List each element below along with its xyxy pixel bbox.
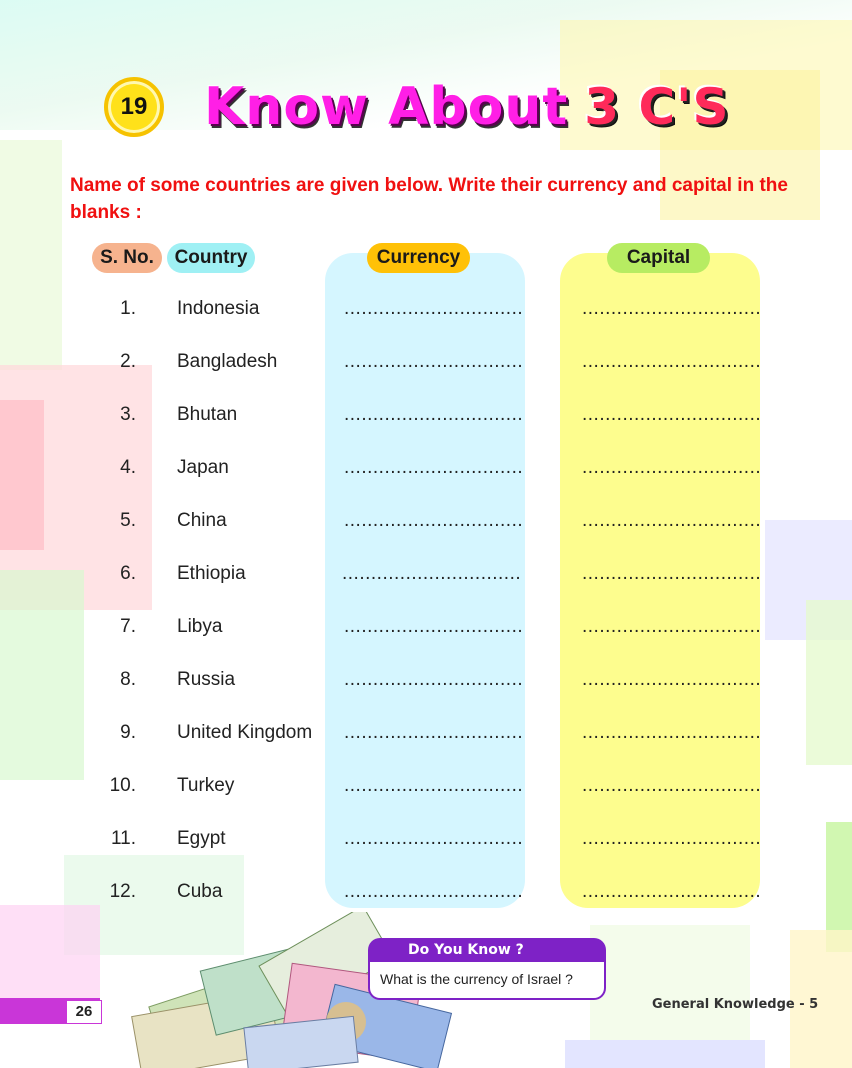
capital-blank[interactable]: ............................... [582,828,762,849]
capital-blank[interactable]: ............................... [582,457,762,478]
capital-blank[interactable]: ............................... [582,775,762,796]
instructions-text: Name of some countries are given below. Write their currency and capital in the blanks : [70,175,788,223]
row-number: 5. [120,510,136,531]
page-number: 26 [66,1000,102,1024]
chapter-title: Know About [204,77,569,137]
currency-blank[interactable]: ............................... [344,616,524,637]
country-name: Turkey [177,775,235,796]
country-name: Egypt [177,828,226,849]
sno-header: S. No. [92,243,162,273]
country-name: Russia [177,669,236,690]
table-row [0,404,852,434]
row-number: 10. [109,775,136,796]
country-name: Japan [177,457,229,478]
table-row [0,881,852,911]
row-number: 9. [120,722,136,743]
currency-header: Currency [367,243,470,273]
capital-blank[interactable]: ............................... [582,881,762,902]
page-number-tab [0,998,104,1024]
table-row [0,616,852,646]
decor-square [565,1040,765,1068]
row-number: 12. [109,881,136,902]
do-you-know-box [368,938,606,1002]
country-name: Ethiopia [177,563,246,584]
country-name: United Kingdom [177,722,313,743]
capital-blank[interactable]: ............................... [582,298,762,319]
table-row [0,298,852,328]
row-number: 6. [120,563,136,584]
do-you-know-question: What is the currency of Israel ? [368,962,606,1000]
currency-blank[interactable]: ............................... [344,457,524,478]
decor-square [0,140,62,370]
table-row [0,563,852,593]
table-row [0,457,852,487]
table-row [0,510,852,540]
row-number: 7. [120,616,136,637]
country-name: Libya [177,616,223,637]
country-name: Bhutan [177,404,238,425]
currency-blank[interactable]: ............................... [342,563,522,584]
do-you-know-heading: Do You Know ? [368,938,606,962]
currency-blank[interactable]: ............................... [344,881,524,902]
capital-header: Capital [607,243,710,273]
table-row [0,351,852,381]
capital-blank[interactable]: ............................... [582,510,762,531]
capital-blank[interactable]: ............................... [582,404,762,425]
chapter-title-tail: 3 C'S [584,78,730,136]
decor-square [0,905,100,1005]
currency-blank[interactable]: ............................... [344,828,524,849]
row-number: 2. [120,351,136,372]
currency-blank[interactable]: ............................... [344,510,524,531]
chapter-number-badge: 19 [104,77,164,137]
currency-blank[interactable]: ............................... [344,298,524,319]
country-name: China [177,510,227,531]
capital-blank[interactable]: ............................... [582,351,762,372]
capital-blank[interactable]: ............................... [582,616,762,637]
currency-blank[interactable]: ............................... [344,722,524,743]
row-number: 8. [120,669,136,690]
capital-blank[interactable]: ............................... [582,563,762,584]
country-name: Bangladesh [177,351,278,372]
row-number: 3. [120,404,136,425]
currency-blank[interactable]: ............................... [344,351,524,372]
book-title-footer: General Knowledge - 5 [652,997,819,1012]
chapter-title-row [104,74,729,140]
capital-blank[interactable]: ............................... [582,722,762,743]
table-row [0,722,852,752]
country-name: Indonesia [177,298,260,319]
row-number: 11. [110,828,136,849]
currency-blank[interactable]: ............................... [344,669,524,690]
table-row [0,669,852,699]
table-row [0,828,852,858]
currency-blank[interactable]: ............................... [344,404,524,425]
country-header: Country [167,243,255,273]
capital-blank[interactable]: ............................... [582,669,762,690]
table-row [0,775,852,805]
currency-blank[interactable]: ............................... [344,775,524,796]
decor-square [590,925,750,1040]
row-number: 4. [120,457,136,478]
row-number: 1. [120,298,136,319]
country-name: Cuba [177,881,223,902]
